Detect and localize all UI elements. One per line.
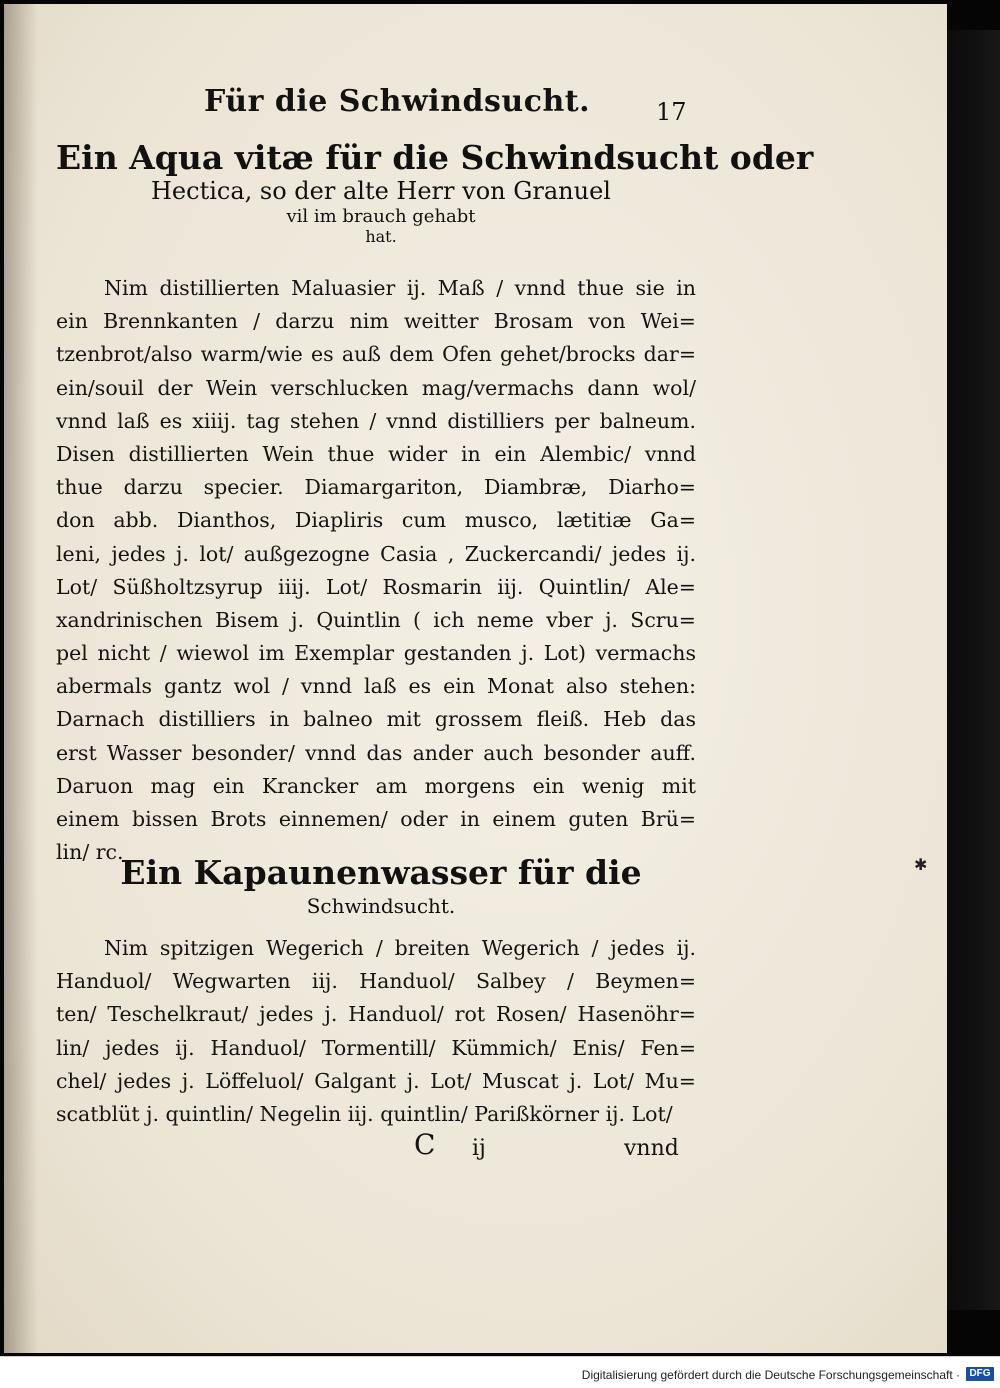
margin-mark: ✱ <box>914 857 928 874</box>
section-heading-aqua-vitae <box>56 138 814 247</box>
catchword: vnnd <box>624 1136 679 1161</box>
dfg-logo-icon: DFG <box>966 1367 994 1381</box>
body1-line: abermals gantz wol / vnnd laß es ein Monat also stehen: <box>56 674 696 699</box>
body1-line: lin/ rc. <box>56 840 124 865</box>
body1-line: Daruon mag ein Krancker am morgens ein wenig mit <box>56 773 696 798</box>
body1-line: ein Brennkanten / darzu nim weitter Brosam von Wei= <box>56 309 696 334</box>
body1-line: Lot/ Süßholtzsyrup iiij. Lot/ Rosmarin iij. Quintlin/ Ale= <box>56 574 696 599</box>
body1-line: ein/souil der Wein verschlucken mag/vermachs dann wol/ <box>56 375 696 400</box>
body1-line: tzenbrot/also warm/wie es auß dem Ofen gehet/brocks dar= <box>56 342 696 367</box>
signature-number: ij <box>472 1136 486 1161</box>
body2-line: Handuol/ Wegwarten iij. Handuol/ Salbey / Beymen= <box>56 969 696 994</box>
page-edge <box>946 30 1000 1310</box>
running-head: Für die Schwindsucht. <box>204 84 591 119</box>
heading2-line-1: Ein Kapaunenwasser für die <box>120 853 642 892</box>
body1-line: Darnach distilliers in balneo mit grossem fleiß. Heb das <box>56 707 696 732</box>
body1-line: Nim distillierten Maluasier ij. Maß / vnnd thue sie in <box>104 276 696 300</box>
body2-line: ten/ Teschelkraut/ jedes j. Handuol/ rot Rosen/ Hasenöhr= <box>56 1002 696 1027</box>
page-number: 17 <box>656 98 687 126</box>
body1-line: thue darzu specier. Diamargariton, Diambræ, Diarho= <box>56 475 696 500</box>
heading-line-1: Ein Aqua vitæ für die Schwindsucht oder <box>56 138 814 177</box>
footer-credit-text: Digitalisierung gefördert durch die Deutsche Forschungsgemeinschaft · <box>581 1368 960 1382</box>
body1-line: pel nicht / wiewol im Exemplar gestanden j. Lot) vermachs <box>56 641 696 666</box>
body2-line: chel/ jedes j. Löffeluol/ Galgant j. Lot/ Muscat j. Lot/ Mu= <box>56 1068 696 1093</box>
gutter-shadow <box>4 4 38 1353</box>
body1-line: leni, jedes j. lot/ außgezogne Casia , Zuckercandi/ jedes ij. <box>56 541 696 566</box>
body2-line: lin/ jedes ij. Handuol/ Tormentill/ Kümmich/ Enis/ Fen= <box>56 1035 696 1060</box>
body1-line: erst Wasser besonder/ vnnd das ander auch besonder auff. <box>56 740 696 765</box>
recipe-text-aqua-vitae <box>56 272 696 869</box>
body1-line: Disen distillierten Wein thue wider in ein Alembic/ vnnd <box>56 441 696 466</box>
heading-line-4: hat. <box>365 227 397 247</box>
heading-line-2: Hectica, so der alte Herr von Granuel <box>151 177 611 206</box>
body2-line: scatblüt j. quintlin/ Negelin iij. quintlin/ Parißkörner ij. Lot/ <box>56 1101 673 1126</box>
body1-line: don abb. Dianthos, Diapliris cum musco, lætitiæ Ga= <box>56 508 696 533</box>
heading2-line-2: Schwindsucht. <box>306 893 456 918</box>
signature-mark: C <box>414 1128 436 1161</box>
book-page <box>4 4 947 1353</box>
body2-line: Nim spitzigen Wegerich / breiten Wegerich / jedes ij. <box>104 936 696 960</box>
section-heading-kapaunenwasser <box>56 854 706 918</box>
heading-line-3: vil im brauch gehabt <box>286 205 476 227</box>
body1-line: vnnd laß es xiiij. tag stehen / vnnd distilliers per balneum. <box>56 408 696 433</box>
recipe-text-kapaunenwasser <box>56 932 696 1131</box>
body1-line: einem bissen Brots einnemen/ oder in einem guten Brü= <box>56 807 696 831</box>
body1-line: xandrinischen Bisem j. Quintlin ( ich neme vber j. Scru= <box>56 607 696 632</box>
digitization-footer <box>0 1356 1000 1388</box>
